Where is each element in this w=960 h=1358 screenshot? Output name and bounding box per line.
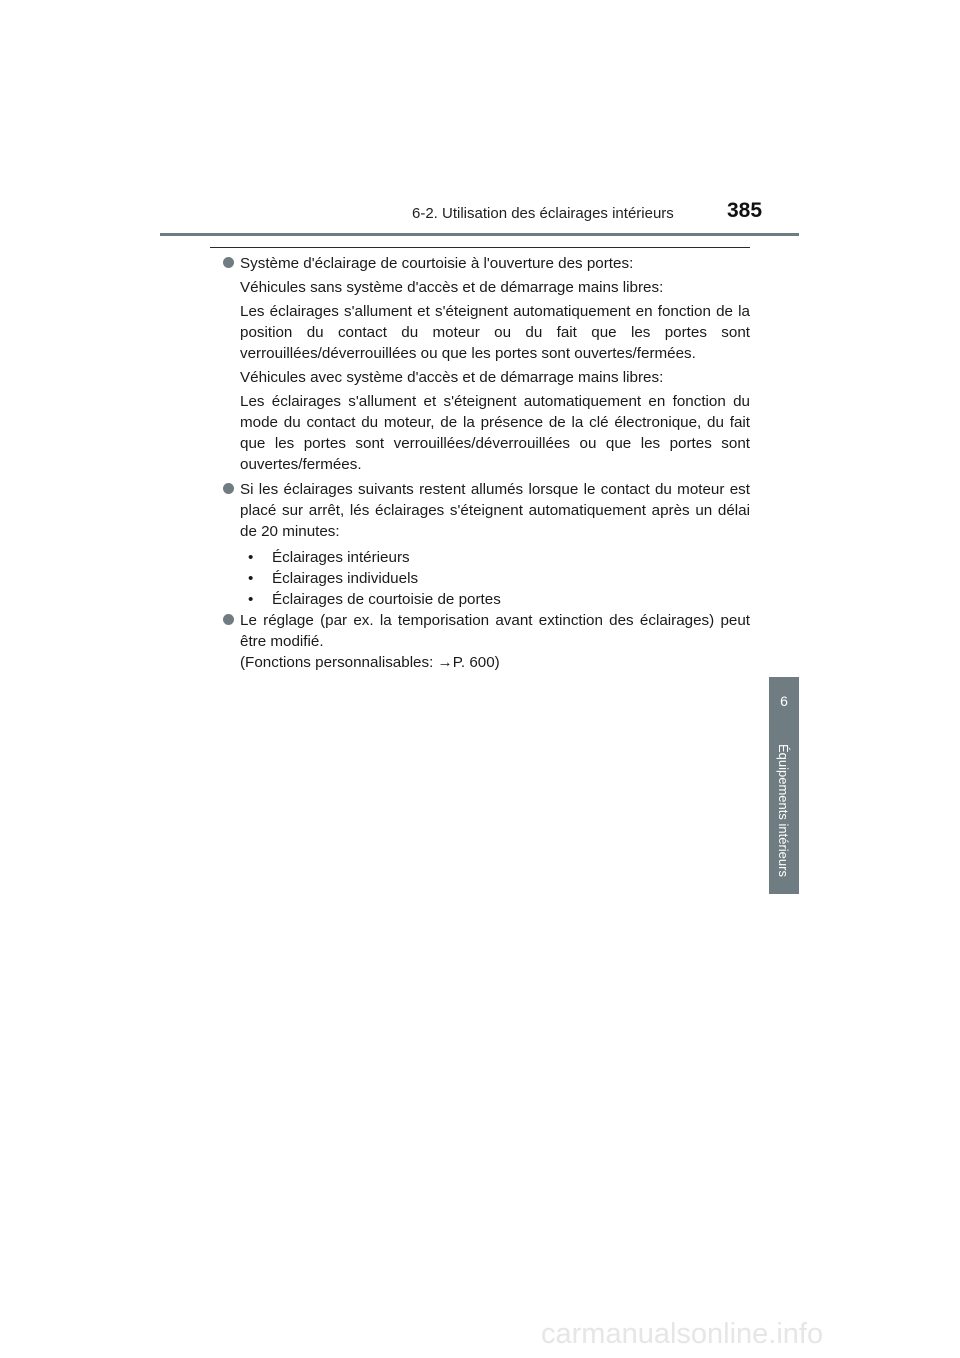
list-item [222, 253, 750, 475]
bullet-dot-icon [223, 257, 234, 268]
sub-item-text: Éclairages intérieurs [272, 549, 410, 566]
item-text: Si les éclairages suivants restent allumés lorsque le contact du moteur est placé sur arrêt, lés éclairages s'éteignent automatiquement après un délai de 20 minutes: [240, 481, 750, 540]
sub-list-item [240, 589, 750, 610]
item-paragraph: Véhicules avec système d'accès et de démarrage mains libres: [240, 369, 664, 386]
item-text: Le réglage (par ex. la temporisation avant extinction des éclairages) peut être modifié. [240, 612, 750, 650]
item-paragraph: Les éclairages s'allument et s'éteignent automatiquement en fonction de la position du contact du moteur ou du fait que les portes sont verrouillées/déverrouillées ou que les portes sont ouvertes/fermées. [240, 303, 750, 362]
content-body [222, 253, 750, 673]
item-paragraph: Les éclairages s'allument et s'éteignent automatiquement en fonction du mode du contact du moteur, de la présence de la clé électronique, du fait que les portes sont verrouillées/déverrouillées ou que les portes sont ouvertes/fermées. [240, 393, 750, 473]
item-title: Système d'éclairage de courtoisie à l'ouverture des portes: [240, 255, 634, 272]
chapter-number: 6 [780, 693, 788, 709]
sub-list-item [240, 568, 750, 589]
sub-item-text: Éclairages individuels [272, 570, 419, 587]
chapter-label: Équipements intérieurs [776, 744, 791, 877]
content-divider [210, 247, 750, 248]
page-number: 385 [727, 199, 763, 222]
sub-list-item [240, 547, 750, 568]
section-title: 6-2. Utilisation des éclairages intérieurs [412, 205, 674, 222]
header-divider [160, 233, 799, 236]
page-reference: (Fonctions personnalisables: →P. 600) [240, 654, 500, 671]
list-item [222, 479, 750, 610]
sub-list [240, 547, 750, 610]
bullet-dot-icon [223, 483, 234, 494]
sub-bullet-icon: • [248, 549, 254, 566]
bullet-dot-icon [223, 614, 234, 625]
sub-item-text: Éclairages de courtoisie de portes [272, 591, 501, 608]
sub-bullet-icon: • [248, 591, 254, 608]
sub-bullet-icon: • [248, 570, 254, 587]
item-paragraph: Véhicules sans système d'accès et de démarrage mains libres: [240, 279, 664, 296]
list-item [222, 610, 750, 673]
watermark: carmanualsonline.info [541, 1318, 824, 1350]
